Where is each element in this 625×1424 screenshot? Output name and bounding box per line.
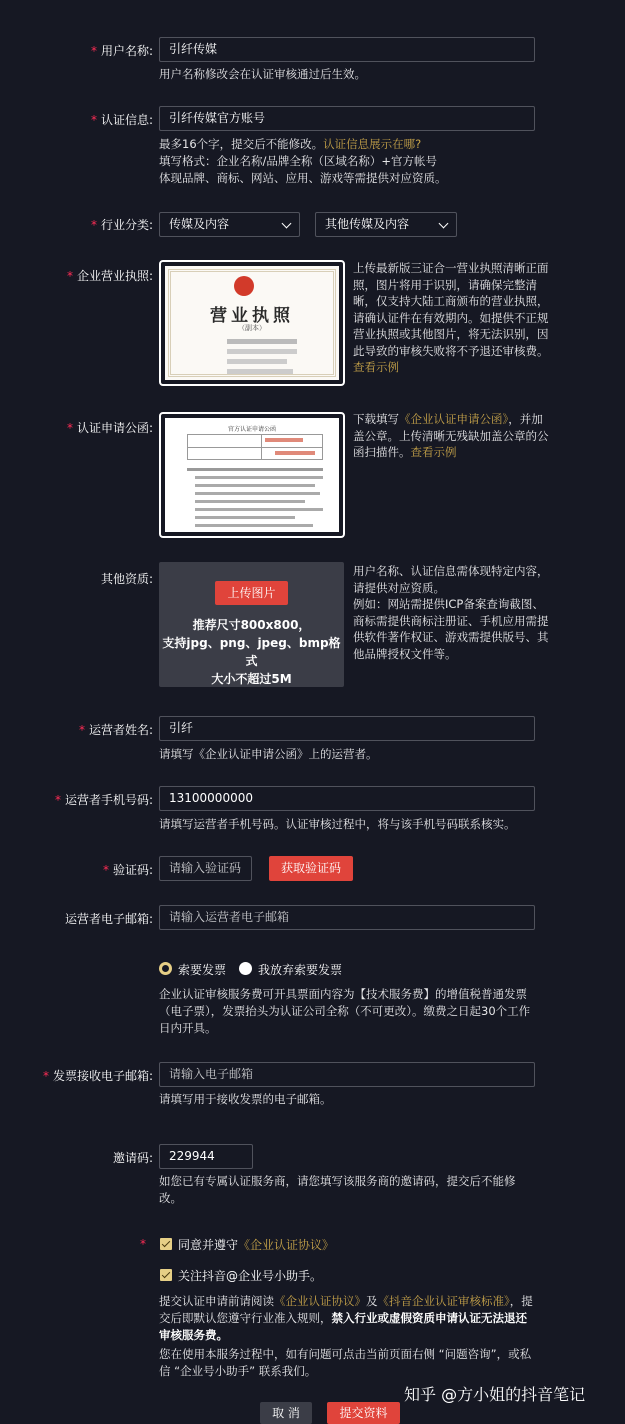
upload-image-button[interactable]: 上传图片: [215, 581, 288, 605]
invoice-email-label: * 发票接收电子邮箱:: [42, 1069, 153, 1083]
captcha-label: * 验证码:: [102, 863, 153, 877]
invoice-desc: 企业认证审核服务费可开具票面内容为【技术服务费】的增值税普通发票（电子票），发票抬头为认证公司全称（不可更改）。缴费之日起30个工作日内开具。: [159, 987, 531, 1035]
operator-name-label: * 运营者姓名:: [78, 723, 153, 737]
invoice-no-label[interactable]: 我放弃索要发票: [258, 963, 343, 977]
cert-info-input[interactable]: 引纤传媒官方账号: [159, 106, 535, 131]
cert-info-label: * 认证信息:: [90, 113, 153, 127]
watermark: 知乎 @方小姐的抖音笔记: [404, 1385, 586, 1404]
invoice-email-input[interactable]: 请输入电子邮箱: [159, 1062, 535, 1087]
license-image: 营业执照 （副本）: [165, 266, 339, 380]
letter-image: 官方认证申请公函: [165, 418, 339, 532]
license-image-upload[interactable]: [159, 260, 345, 386]
agreement-link[interactable]: 《企业认证协议》: [238, 1238, 335, 1252]
username-label: * 用户名称:: [90, 44, 153, 58]
other-qual-upload-area[interactable]: [159, 562, 344, 687]
invoice-email-help: 请填写用于接收发票的电子邮箱。: [159, 1092, 332, 1106]
get-captcha-button[interactable]: 获取验证码: [269, 856, 353, 881]
operator-email-label: 运营者电子邮箱:: [64, 912, 153, 926]
operator-name-help: 请填写《企业认证申请公函》上的运营者。: [159, 747, 378, 761]
operator-email-input[interactable]: 请输入运营者电子邮箱: [159, 905, 535, 930]
username-help: 用户名称修改会在认证审核通过后生效。: [159, 67, 366, 81]
invite-code-input[interactable]: 229944: [159, 1144, 253, 1169]
letter-label: * 认证申请公函:: [66, 421, 153, 435]
operator-phone-help: 请填写运营者手机号码。认证审核过程中，将与该手机号码联系核实。: [159, 817, 516, 831]
license-label: * 企业营业执照:: [66, 269, 153, 283]
industry-label: * 行业分类:: [90, 218, 153, 232]
letter-desc: 下载填写《企业认证申请公函》，并加盖公章。上传清晰无残缺加盖公章的公函扫描件。查看示例: [353, 412, 549, 459]
upload-requirements: 推荐尺寸800x800， 支持jpg、png、jpeg、bmp格式 大小不超过5M: [162, 618, 341, 686]
follow-label: 关注抖音@企业号小助手。: [178, 1269, 323, 1283]
agree-required-mark: *: [140, 1237, 146, 1251]
operator-phone-input[interactable]: 13100000000: [159, 786, 535, 811]
follow-checkbox[interactable]: [160, 1269, 172, 1281]
license-desc: 上传最新版三证合一营业执照清晰正面照，图片将用于识别，请确保完整清晰，仅支持大陆工商颁布的营业执照，请确认证件在有效期内。如提供不正规营业执照或其他图片，将无法识别，因此导致的审核失败将不予退还审核费。 查看示例: [353, 261, 549, 374]
chevron-down-icon: [282, 219, 292, 229]
national-emblem-icon: [234, 276, 254, 296]
operator-name-input[interactable]: 引纤: [159, 716, 535, 741]
agree-checkbox[interactable]: [160, 1238, 172, 1250]
other-qual-label: 其他资质:: [100, 572, 153, 586]
operator-phone-label: * 运营者手机号码:: [54, 793, 153, 807]
username-input[interactable]: 引纤传媒: [159, 37, 535, 62]
submit-notice: 提交认证申请前请阅读《企业认证协议》及《抖音企业认证审核标准》，提交后即默认您遵守行业准入规则，禁入行业或虚假资质申请认证无法退还审核服务费。 您在使用本服务过程中，如有问题可点击当前页面右侧 “问题咨询”，或私信 “企业号小助手” 联系我们。: [159, 1294, 533, 1378]
chevron-down-icon: [439, 219, 449, 229]
notice-standard-link[interactable]: 《抖音企业认证审核标准》: [377, 1294, 510, 1308]
cancel-button[interactable]: 取 消: [260, 1402, 312, 1424]
other-qual-desc: 用户名称、认证信息需体现特定内容，请提供对应资质。 例如：网站需提供ICP备案查询截图、商标需提供商标注册证、手机应用需提供软件著作权证、游戏需提供版号、其他品牌授权文件等。: [353, 564, 549, 661]
industry-primary-select[interactable]: 传媒及内容: [159, 212, 300, 237]
letter-download-link[interactable]: 《企业认证申请公函》: [399, 412, 509, 426]
cert-info-where-link[interactable]: 认证信息展示在哪?: [323, 137, 422, 151]
captcha-input[interactable]: 请输入验证码: [159, 856, 252, 881]
invoice-no-radio[interactable]: [239, 962, 252, 975]
cert-info-help: 最多16个字，提交后不能修改。认证信息展示在哪? 填写格式：企业名称/品牌全称（区域名称）+官方帐号 体现品牌、商标、网站、应用、游戏等需提供对应资质。: [159, 137, 447, 185]
submit-button[interactable]: 提交资料: [327, 1402, 400, 1424]
license-example-link[interactable]: 查看示例: [353, 360, 399, 374]
invoice-yes-radio[interactable]: [159, 962, 172, 975]
agree-label: 同意并遵守《企业认证协议》: [178, 1238, 335, 1252]
industry-secondary-select[interactable]: 其他传媒及内容: [315, 212, 457, 237]
invite-help: 如您已有专属认证服务商，请您填写该服务商的邀请码，提交后不能修改。: [159, 1174, 516, 1205]
letter-example-link[interactable]: 查看示例: [410, 445, 457, 459]
invoice-yes-label[interactable]: 索要发票: [178, 963, 227, 977]
notice-agreement-link[interactable]: 《企业认证协议》: [274, 1294, 366, 1308]
invite-label: 邀请码:: [112, 1151, 153, 1165]
letter-image-upload[interactable]: [159, 412, 345, 538]
